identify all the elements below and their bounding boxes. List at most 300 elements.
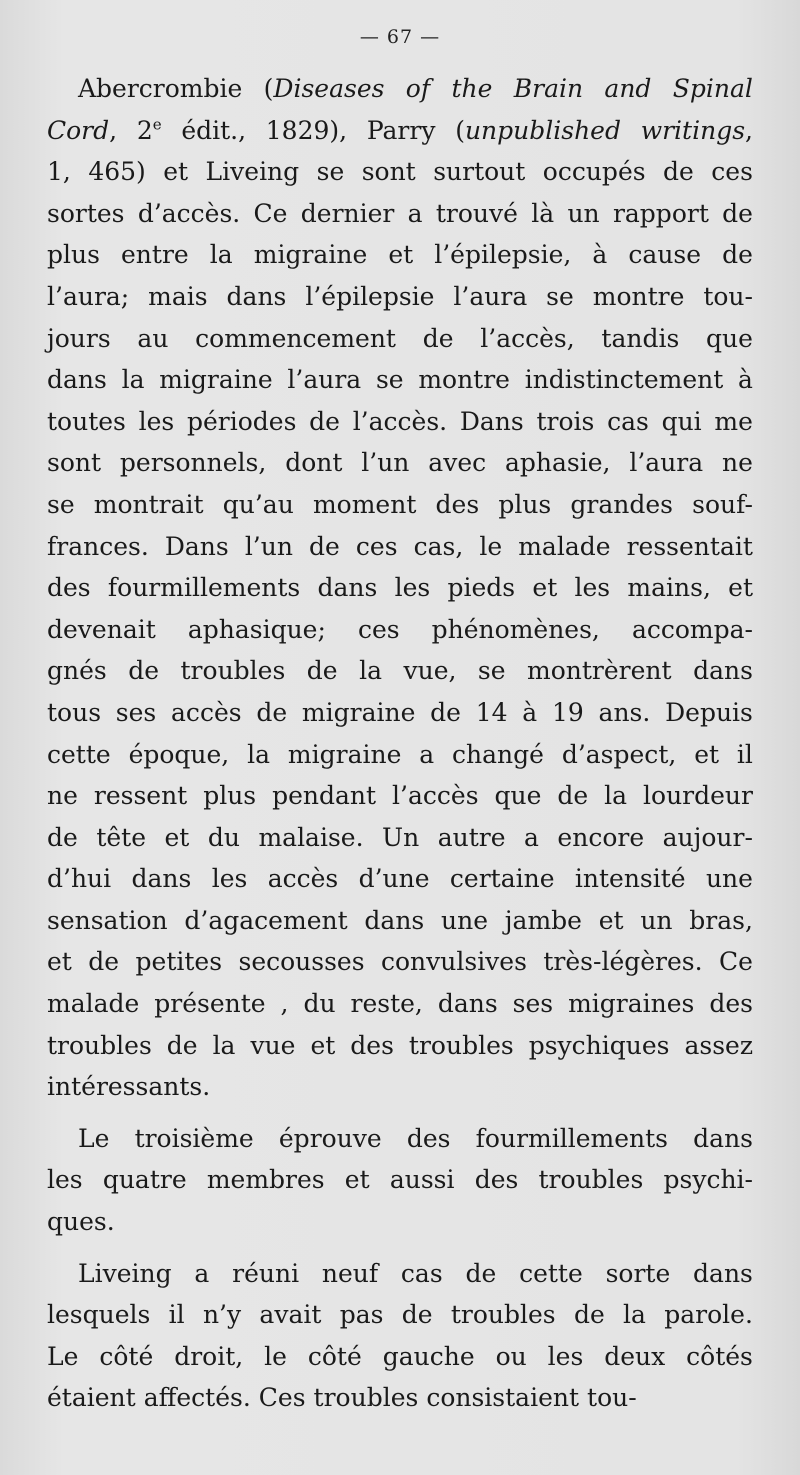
word bbox=[163, 151, 188, 193]
text-run: de bbox=[309, 531, 340, 561]
text-run: cette bbox=[47, 739, 111, 769]
word bbox=[548, 1336, 584, 1378]
text-run: du bbox=[303, 989, 336, 1019]
text-run: convulsives bbox=[380, 947, 527, 977]
word bbox=[309, 401, 340, 443]
text-line bbox=[47, 1118, 753, 1160]
paragraph bbox=[47, 1253, 753, 1419]
word bbox=[441, 900, 488, 942]
text-run: l’accès. bbox=[352, 406, 448, 436]
text-run: accès bbox=[267, 864, 339, 894]
text-line bbox=[47, 650, 753, 692]
text-run: et bbox=[163, 157, 189, 187]
text-line bbox=[47, 359, 753, 401]
text-run: les bbox=[47, 1165, 83, 1195]
word bbox=[593, 276, 685, 318]
text-run: me bbox=[714, 406, 753, 436]
text-run: de bbox=[256, 697, 288, 727]
text-run: ses bbox=[115, 697, 157, 727]
word bbox=[392, 775, 478, 817]
text-run: Depuis bbox=[665, 697, 753, 727]
text-run: Parry bbox=[366, 115, 436, 145]
text-run: Liveing bbox=[78, 1258, 172, 1288]
word bbox=[662, 401, 702, 443]
text-run: a bbox=[194, 1258, 210, 1288]
text-run: jours bbox=[47, 323, 111, 353]
word bbox=[47, 234, 100, 276]
word bbox=[317, 151, 345, 193]
word bbox=[414, 526, 464, 568]
text-run: la bbox=[212, 1030, 236, 1060]
word bbox=[552, 692, 584, 734]
text-run: périodes bbox=[186, 406, 297, 436]
text-run: neuf bbox=[321, 1258, 379, 1288]
word bbox=[322, 1253, 378, 1295]
word bbox=[438, 817, 506, 859]
word bbox=[165, 817, 190, 859]
word bbox=[47, 151, 71, 193]
text-run: ces bbox=[357, 614, 400, 644]
word bbox=[367, 110, 436, 152]
text-run: tou- bbox=[703, 281, 753, 311]
text-run: sortes bbox=[47, 198, 125, 228]
word bbox=[169, 1294, 185, 1336]
word bbox=[281, 983, 289, 1025]
text-run: toutes bbox=[47, 406, 126, 436]
text-run: qu’au bbox=[222, 489, 294, 519]
word bbox=[250, 1025, 295, 1067]
word bbox=[407, 1118, 451, 1160]
text-run: a bbox=[407, 198, 423, 228]
text-run: plus bbox=[203, 781, 257, 811]
word bbox=[686, 1336, 753, 1378]
text-run: sensation bbox=[47, 905, 168, 935]
text-run: de bbox=[573, 1300, 605, 1330]
text-run: de bbox=[401, 1300, 433, 1330]
word bbox=[288, 734, 401, 776]
text-run: dans bbox=[226, 281, 287, 311]
text-run: dans bbox=[131, 864, 192, 894]
text-run: que bbox=[706, 323, 753, 353]
text-run: l’aura bbox=[287, 365, 362, 395]
word bbox=[88, 151, 145, 193]
word bbox=[693, 1118, 753, 1160]
word bbox=[505, 900, 582, 942]
text-line bbox=[47, 1253, 753, 1295]
text-run: Dans bbox=[164, 531, 229, 561]
word bbox=[476, 1118, 668, 1160]
word bbox=[390, 1159, 455, 1201]
text-line bbox=[47, 526, 753, 568]
paragraph bbox=[47, 68, 753, 1108]
text-run: à bbox=[738, 365, 753, 395]
text-run: troisième bbox=[134, 1123, 254, 1153]
text-run: moment bbox=[312, 489, 417, 519]
word bbox=[302, 692, 415, 734]
word bbox=[47, 1159, 83, 1201]
word bbox=[737, 734, 753, 776]
word bbox=[47, 983, 139, 1025]
word bbox=[47, 1025, 152, 1067]
text-run: troubles bbox=[180, 656, 286, 686]
text-run: ou bbox=[495, 1341, 527, 1371]
word bbox=[78, 1118, 109, 1160]
word bbox=[364, 900, 424, 942]
text-run: là bbox=[531, 198, 555, 228]
text-run: troubles bbox=[450, 1300, 556, 1330]
text-run: et bbox=[598, 905, 624, 935]
text-run: malaise. bbox=[258, 822, 364, 852]
word bbox=[423, 318, 454, 360]
word bbox=[694, 734, 719, 776]
word bbox=[722, 193, 753, 235]
text-run: vue, bbox=[403, 656, 457, 686]
text-run: dans bbox=[437, 989, 498, 1019]
word bbox=[350, 1025, 394, 1067]
text-run: et bbox=[344, 1165, 370, 1195]
word bbox=[47, 110, 117, 152]
word bbox=[47, 276, 129, 318]
word bbox=[406, 68, 430, 110]
word bbox=[121, 234, 189, 276]
text-run: réuni bbox=[232, 1258, 300, 1288]
word bbox=[47, 484, 75, 526]
word bbox=[188, 609, 326, 651]
text-run: ( bbox=[263, 74, 274, 103]
text-run: n’y bbox=[202, 1300, 242, 1330]
text-run: de bbox=[422, 323, 454, 353]
word bbox=[47, 900, 168, 942]
word bbox=[529, 1025, 670, 1067]
text-run: et bbox=[47, 947, 72, 977]
text-run: mains, bbox=[627, 573, 711, 603]
word bbox=[606, 1253, 671, 1295]
word bbox=[358, 609, 400, 651]
word bbox=[693, 1253, 753, 1295]
word bbox=[254, 234, 367, 276]
word bbox=[738, 359, 753, 401]
text-line bbox=[47, 401, 753, 443]
text-run: et bbox=[694, 739, 720, 769]
text-run: pieds bbox=[447, 573, 516, 603]
word bbox=[94, 484, 204, 526]
text-run: 14 bbox=[475, 697, 508, 727]
text-run: changé bbox=[452, 739, 544, 769]
word bbox=[47, 1377, 136, 1419]
italic-text: the bbox=[451, 74, 493, 103]
text-run: l’accès, bbox=[480, 323, 575, 353]
text-run: de bbox=[722, 198, 753, 228]
word bbox=[256, 692, 287, 734]
text-run: devenait bbox=[47, 614, 156, 644]
text-run: se bbox=[47, 489, 75, 519]
text-line bbox=[47, 110, 753, 152]
text-run: de bbox=[47, 822, 78, 852]
text-run: Le bbox=[47, 1341, 79, 1371]
text-run: dans bbox=[47, 365, 107, 395]
text-run: bras, bbox=[689, 905, 753, 935]
text-run: ques. bbox=[47, 1207, 115, 1237]
word bbox=[418, 359, 510, 401]
word bbox=[465, 1253, 496, 1295]
text-run: de bbox=[465, 1258, 497, 1288]
text-run: se bbox=[477, 656, 506, 686]
word bbox=[524, 817, 539, 859]
text-run: les bbox=[547, 1341, 584, 1371]
text-run: dans bbox=[317, 573, 378, 603]
text-run: troubles bbox=[538, 1165, 644, 1195]
text-line bbox=[47, 151, 753, 193]
word bbox=[103, 1159, 187, 1201]
text-run: l’accès bbox=[392, 781, 479, 811]
text-line bbox=[47, 1336, 753, 1378]
text-run: des bbox=[474, 1165, 519, 1195]
text-run: ses bbox=[512, 989, 554, 1019]
word bbox=[208, 817, 240, 859]
text-run: psychi- bbox=[663, 1165, 753, 1195]
word bbox=[640, 900, 672, 942]
word bbox=[514, 68, 583, 110]
text-run: de bbox=[128, 656, 160, 686]
text-run: les bbox=[138, 406, 175, 436]
text-line bbox=[47, 734, 753, 776]
text-run: affectés. bbox=[143, 1383, 251, 1413]
text-run: les bbox=[394, 573, 431, 603]
text-run: troubles bbox=[313, 1383, 419, 1413]
word bbox=[47, 941, 72, 983]
text-run: côté bbox=[307, 1341, 362, 1371]
word bbox=[213, 1025, 236, 1067]
word bbox=[601, 318, 679, 360]
word bbox=[714, 401, 753, 443]
text-line bbox=[47, 234, 753, 276]
text-run: époque, bbox=[128, 739, 230, 769]
word bbox=[408, 193, 423, 235]
word bbox=[706, 858, 753, 900]
word bbox=[285, 442, 342, 484]
word bbox=[478, 650, 506, 692]
text-run: intéressants. bbox=[47, 1072, 211, 1102]
text-run: l’aura; bbox=[47, 281, 130, 311]
word bbox=[264, 1336, 287, 1378]
word bbox=[480, 318, 574, 360]
text-line bbox=[47, 1294, 753, 1336]
word bbox=[47, 442, 101, 484]
text-run: ressentait bbox=[626, 531, 753, 561]
text-run: montre bbox=[418, 365, 510, 395]
word bbox=[47, 1066, 210, 1108]
word bbox=[703, 276, 753, 318]
text-run: trois bbox=[536, 406, 595, 436]
text-run: jambe bbox=[504, 905, 582, 935]
word bbox=[308, 1336, 362, 1378]
word bbox=[557, 817, 644, 859]
text-run: troubles bbox=[47, 1030, 152, 1060]
text-run: l’aura bbox=[629, 448, 704, 478]
text-run: aussi bbox=[389, 1165, 455, 1195]
word bbox=[711, 151, 753, 193]
text-run: tou- bbox=[587, 1383, 637, 1413]
text-run: cette bbox=[519, 1258, 583, 1288]
text-run: reste, bbox=[350, 989, 423, 1019]
text-run: migraines bbox=[568, 989, 695, 1019]
word bbox=[451, 1294, 556, 1336]
text-run: la bbox=[247, 739, 271, 769]
text-run: l’aura bbox=[453, 281, 528, 311]
word bbox=[401, 1253, 443, 1295]
word bbox=[498, 484, 551, 526]
word bbox=[706, 318, 753, 360]
text-line bbox=[47, 858, 753, 900]
word bbox=[132, 858, 192, 900]
word bbox=[359, 858, 430, 900]
word bbox=[663, 151, 694, 193]
word bbox=[206, 151, 300, 193]
word bbox=[432, 609, 600, 651]
text-run: encore bbox=[557, 822, 645, 852]
word bbox=[453, 276, 527, 318]
text-line bbox=[47, 1066, 753, 1108]
word bbox=[47, 817, 78, 859]
text-line bbox=[47, 941, 753, 983]
text-run: phénomènes, bbox=[431, 614, 600, 644]
text-run: lesquels bbox=[47, 1300, 151, 1330]
page-number: — 67 — bbox=[359, 26, 441, 48]
text-run: des bbox=[709, 989, 753, 1019]
word bbox=[120, 442, 266, 484]
text-run: parole. bbox=[664, 1300, 753, 1330]
italic-text: of bbox=[405, 74, 431, 103]
text-run: Liveing bbox=[205, 157, 300, 187]
word bbox=[532, 567, 557, 609]
word bbox=[254, 193, 288, 235]
word bbox=[137, 318, 168, 360]
word bbox=[623, 1294, 646, 1336]
text-run: des bbox=[406, 1123, 451, 1153]
text-run: du bbox=[207, 822, 240, 852]
text-run: le bbox=[264, 1341, 287, 1371]
word bbox=[664, 1294, 753, 1336]
text-run: intensité bbox=[574, 864, 686, 894]
word bbox=[539, 1159, 644, 1201]
word bbox=[139, 401, 175, 443]
text-run: de bbox=[166, 1030, 198, 1060]
word bbox=[96, 817, 146, 859]
text-run: qui bbox=[661, 406, 702, 436]
text-run: Ce bbox=[253, 198, 288, 228]
text-run: cas, bbox=[413, 531, 464, 561]
word bbox=[258, 817, 363, 859]
text-run: rapport bbox=[612, 198, 709, 228]
text-line bbox=[47, 1159, 753, 1201]
text-run: l’épilepsie, bbox=[434, 240, 572, 270]
word bbox=[665, 692, 753, 734]
text-run: Abercrombie bbox=[78, 74, 243, 103]
italic-text: Brain bbox=[513, 74, 584, 103]
word bbox=[94, 775, 187, 817]
word bbox=[47, 359, 107, 401]
text-run: personnels, bbox=[119, 448, 267, 478]
text-run: migraine bbox=[159, 365, 273, 395]
word bbox=[238, 941, 364, 983]
text-run: autre bbox=[437, 822, 506, 852]
word bbox=[627, 567, 710, 609]
text-run: la bbox=[623, 1300, 646, 1330]
text-run: pendant bbox=[272, 781, 377, 811]
word bbox=[663, 817, 753, 859]
text-run: membres bbox=[206, 1165, 325, 1195]
text-run: montrait bbox=[93, 489, 204, 519]
italic-text: Diseases bbox=[273, 74, 385, 103]
word bbox=[144, 1377, 251, 1419]
text-run: droit, bbox=[174, 1341, 244, 1371]
text-run: au bbox=[137, 323, 169, 353]
word bbox=[496, 1336, 527, 1378]
word bbox=[47, 1336, 78, 1378]
text-run: la bbox=[209, 240, 233, 270]
word bbox=[562, 734, 676, 776]
word bbox=[513, 983, 553, 1025]
word bbox=[451, 68, 492, 110]
word bbox=[359, 650, 382, 692]
word bbox=[663, 1159, 753, 1201]
text-run: dans bbox=[693, 1258, 753, 1288]
text-run: des bbox=[350, 1030, 394, 1060]
word bbox=[287, 359, 361, 401]
word bbox=[108, 567, 300, 609]
text-run: dont bbox=[285, 448, 343, 478]
text-run: trouvé bbox=[435, 198, 518, 228]
paragraph bbox=[47, 1118, 753, 1243]
word bbox=[505, 442, 610, 484]
word bbox=[519, 1253, 583, 1295]
text-run: d’une bbox=[358, 864, 430, 894]
word bbox=[436, 193, 518, 235]
word bbox=[689, 900, 753, 942]
text-run: avec bbox=[428, 448, 487, 478]
word bbox=[47, 858, 111, 900]
word bbox=[362, 151, 416, 193]
word bbox=[426, 1377, 579, 1419]
word bbox=[684, 1025, 753, 1067]
text-run: d’aspect, bbox=[561, 739, 677, 769]
text-run: de bbox=[88, 947, 120, 977]
word bbox=[264, 68, 385, 110]
text-line bbox=[47, 983, 753, 1025]
text-run: et bbox=[164, 822, 190, 852]
text-run: commencement bbox=[195, 323, 396, 353]
word bbox=[575, 858, 686, 900]
word bbox=[476, 692, 508, 734]
word bbox=[728, 567, 753, 609]
word bbox=[382, 817, 419, 859]
word bbox=[210, 234, 233, 276]
text-run: petites bbox=[135, 947, 223, 977]
word bbox=[187, 401, 296, 443]
word bbox=[88, 941, 119, 983]
text-run: tous bbox=[47, 697, 102, 727]
text-run: lourdeur bbox=[643, 781, 753, 811]
word bbox=[203, 1294, 241, 1336]
text-run: et bbox=[728, 573, 753, 603]
text-run: Ce bbox=[719, 947, 753, 977]
word bbox=[47, 650, 107, 692]
word bbox=[383, 1336, 475, 1378]
word bbox=[525, 359, 724, 401]
word bbox=[543, 151, 646, 193]
word bbox=[47, 609, 156, 651]
word bbox=[448, 567, 516, 609]
